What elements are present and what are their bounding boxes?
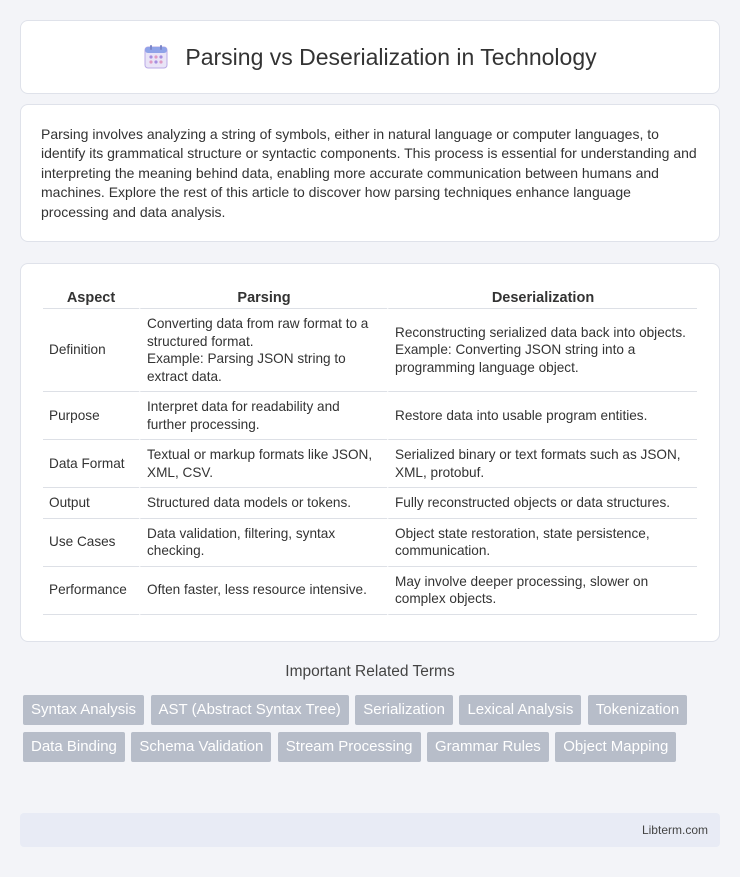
deserialization-cell: Restore data into usable program entities. — [387, 392, 697, 440]
table-row — [43, 519, 697, 567]
calendar-grid-icon — [143, 44, 169, 70]
related-term-tag[interactable]: AST (Abstract Syntax Tree) — [151, 695, 349, 725]
comparison-table — [43, 284, 697, 615]
related-terms-title: Important Related Terms — [285, 663, 455, 680]
parsing-cell: Structured data models or tokens. — [139, 488, 387, 519]
parsing-cell: Data validation, filtering, syntax checking. — [139, 519, 387, 567]
related-term-tag[interactable]: Grammar Rules — [427, 732, 549, 762]
aspect-cell: Performance — [43, 567, 139, 615]
related-term-tag[interactable]: Syntax Analysis — [23, 695, 144, 725]
aspect-cell: Data Format — [43, 440, 139, 488]
related-term-tag[interactable]: Tokenization — [588, 695, 687, 725]
related-term-tag[interactable]: Data Binding — [23, 732, 125, 762]
header-card — [20, 20, 720, 94]
table-row — [43, 488, 697, 519]
parsing-cell: Textual or markup formats like JSON, XML, CSV. — [139, 440, 387, 488]
intro-paragraph: Parsing involves analyzing a string of symbols, either in natural language or computer languages, to identify its grammatical structure or syntactic components. This process is essential for understanding and interpreting the meaning behind data, enabling more accurate communication between humans and machines. Explore the rest of this article to discover how parsing techniques enhance language processing and data analysis. — [41, 126, 697, 220]
parsing-cell: Converting data from raw format to a structured format. Example: Parsing JSON string to extract data. — [139, 309, 387, 392]
deserialization-cell: Object state restoration, state persistence, communication. — [387, 519, 697, 567]
table-row — [43, 567, 697, 615]
intro-card — [20, 104, 720, 242]
page-title: Parsing vs Deserialization in Technology — [185, 43, 597, 70]
aspect-cell: Use Cases — [43, 519, 139, 567]
comparison-card — [20, 263, 720, 642]
table-row — [43, 440, 697, 488]
deserialization-cell: Fully reconstructed objects or data structures. — [387, 488, 697, 519]
header-deserialization: Deserialization — [387, 284, 697, 309]
parsing-cell: Often faster, less resource intensive. — [139, 567, 387, 615]
aspect-cell: Output — [43, 488, 139, 519]
header-parsing: Parsing — [139, 284, 387, 309]
related-term-tag[interactable]: Stream Processing — [278, 732, 421, 762]
table-header-row — [43, 284, 697, 309]
related-term-tag[interactable]: Lexical Analysis — [459, 695, 581, 725]
header-aspect: Aspect — [43, 284, 139, 309]
related-terms-list — [23, 695, 723, 769]
aspect-cell: Definition — [43, 309, 139, 392]
deserialization-cell: Serialized binary or text formats such as JSON, XML, protobuf. — [387, 440, 697, 488]
footer — [20, 813, 720, 847]
related-term-tag[interactable]: Object Mapping — [555, 732, 676, 762]
table-row — [43, 309, 697, 392]
related-term-tag[interactable]: Schema Validation — [131, 732, 271, 762]
deserialization-cell: Reconstructing serialized data back into objects. Example: Converting JSON string into a programming language object. — [387, 309, 697, 392]
footer-brand[interactable]: Libterm.com — [641, 823, 708, 837]
table-row — [43, 392, 697, 440]
aspect-cell: Purpose — [43, 392, 139, 440]
related-term-tag[interactable]: Serialization — [355, 695, 453, 725]
deserialization-cell: May involve deeper processing, slower on complex objects. — [387, 567, 697, 615]
parsing-cell: Interpret data for readability and further processing. — [139, 392, 387, 440]
